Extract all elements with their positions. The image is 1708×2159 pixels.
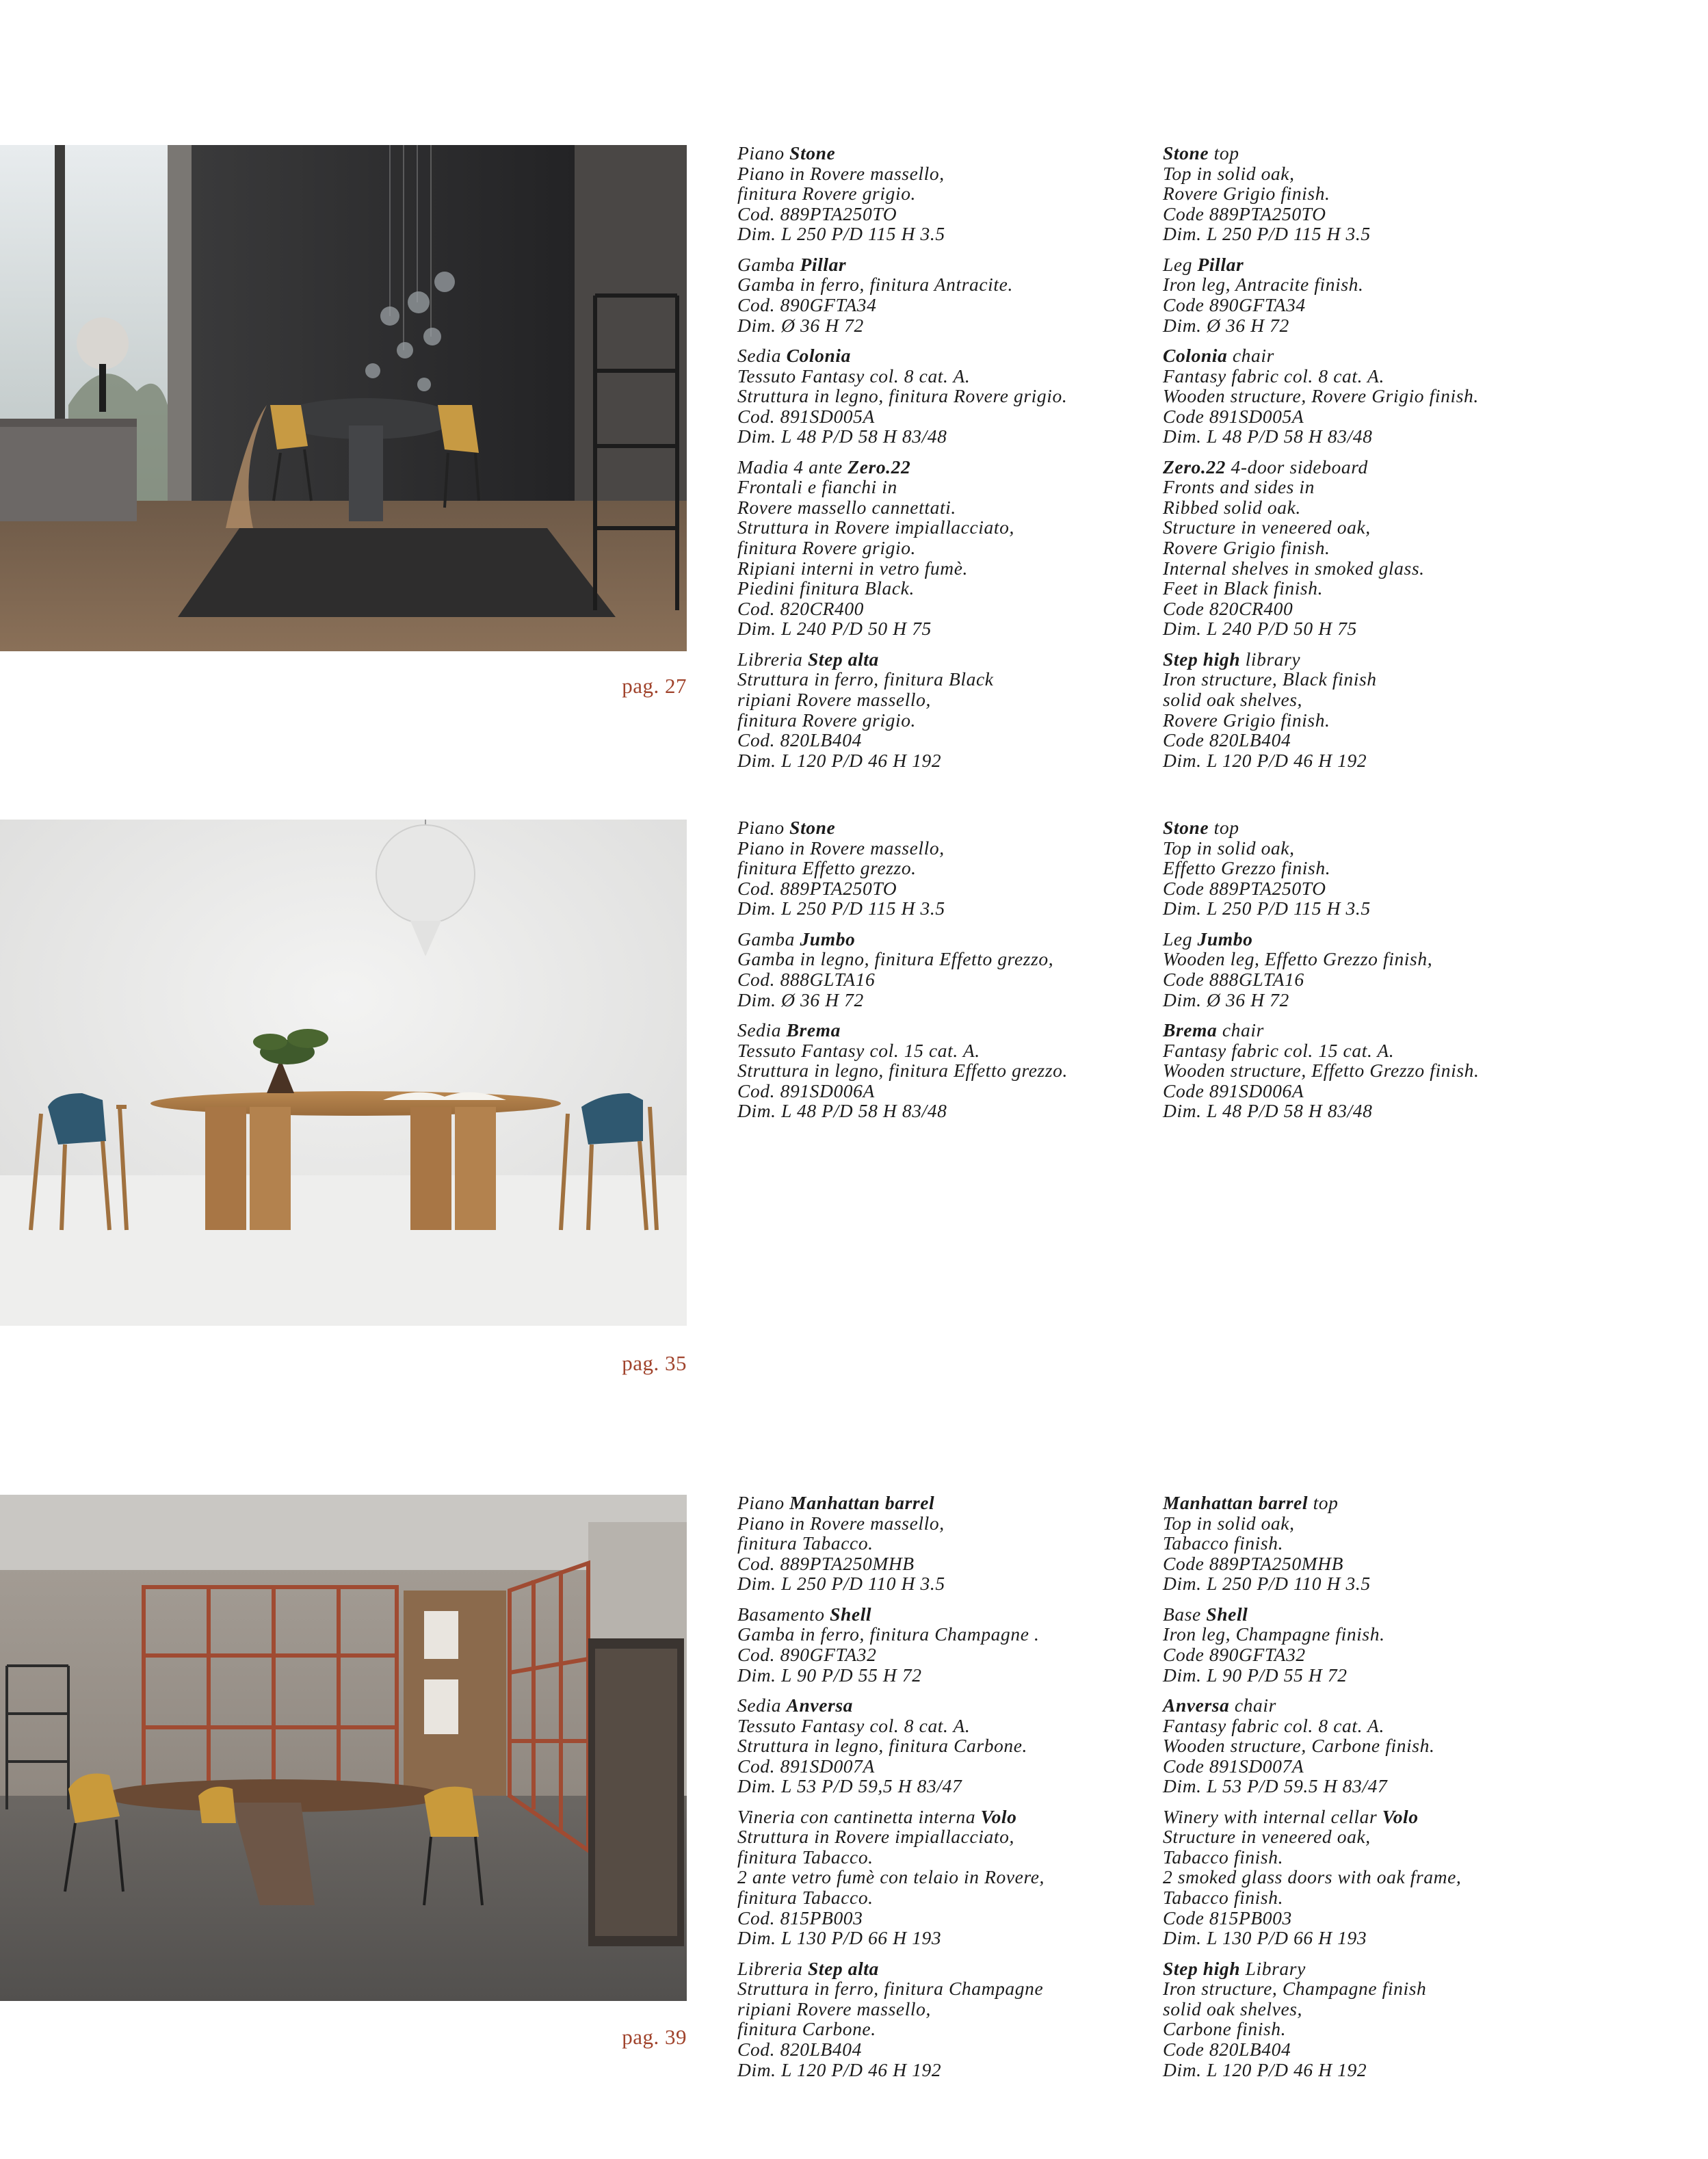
product-detail-line: Code 820LB404: [1163, 2039, 1291, 2060]
product-detail-line: Cod. 891SD006A: [737, 1080, 875, 1101]
page-reference: pag. 39: [622, 2025, 687, 2049]
product-type: Piano: [737, 817, 790, 838]
product-heading: [1163, 929, 1573, 950]
product-name: Colonia: [1163, 344, 1228, 366]
product-detail-line: solid oak shelves,: [1163, 1998, 1303, 2019]
italian-description-column: [737, 817, 1148, 1131]
product-heading: [1163, 457, 1573, 477]
product-type: Leg: [1163, 253, 1198, 275]
product-detail-line: Internal shelves in smoked glass.: [1163, 557, 1425, 579]
product-detail-line: finitura Effetto grezzo.: [737, 857, 917, 879]
product-detail-line: Cod. 889PTA250TO: [737, 202, 897, 224]
product-heading: [1163, 1020, 1573, 1041]
product-detail-line: Gamba in ferro, finitura Champagne .: [737, 1623, 1040, 1645]
product-name: Zero.22: [1163, 456, 1226, 477]
product-detail-line: Piano in Rovere massello,: [737, 1512, 945, 1534]
product-detail-line: Fantasy fabric col. 8 cat. A.: [1163, 1714, 1384, 1736]
product-detail-line: Dim. Ø 36 H 72: [737, 314, 864, 336]
product-type: Sedia: [737, 1694, 787, 1716]
product-type: chair: [1227, 344, 1274, 366]
product-type: library: [1240, 648, 1301, 670]
product-detail-line: Piano in Rovere massello,: [737, 162, 945, 184]
product-detail-line: Top in solid oak,: [1163, 837, 1295, 859]
product-detail-line: Code 888GLTA16: [1163, 968, 1304, 990]
product-detail-line: Effetto Grezzo finish.: [1163, 857, 1331, 879]
product-detail-line: finitura Tabacco.: [737, 1846, 873, 1868]
product-name: Stone: [789, 817, 836, 838]
product-detail-line: Dim. Ø 36 H 72: [1163, 314, 1289, 336]
product-detail-line: Tabacco finish.: [1163, 1532, 1284, 1554]
product-detail-line: Code 889PTA250TO: [1163, 202, 1326, 224]
product-heading: [1163, 1959, 1573, 1979]
product-name: Manhattan barrel: [1163, 1492, 1309, 1513]
product-type: top: [1308, 1492, 1339, 1513]
product-detail-line: Dim. L 48 P/D 58 H 83/48: [737, 1100, 947, 1122]
product-heading: [1163, 1807, 1573, 1827]
product-heading: [1163, 143, 1573, 163]
product-detail-line: Frontali e fianchi in: [737, 476, 897, 498]
product-detail-line: Iron leg, Antracite finish.: [1163, 274, 1364, 296]
english-description-column: [1163, 143, 1573, 781]
product-entry: [1163, 649, 1573, 771]
product-name: Step alta: [807, 648, 879, 670]
product-name: Anversa: [1163, 1694, 1230, 1716]
product-type: Winery with internal cellar: [1163, 1805, 1382, 1827]
product-entry: [1163, 1020, 1573, 1121]
product-detail-line: Structure in veneered oak,: [1163, 1826, 1371, 1848]
product-type: Gamba: [737, 928, 800, 950]
product-detail-line: Cod. 820LB404: [737, 729, 862, 751]
product-entry: [737, 649, 1148, 771]
product-type: Sedia: [737, 344, 787, 366]
product-name: Pillar: [800, 253, 847, 275]
product-detail-line: Struttura in legno, finitura Rovere grigio.: [737, 385, 1068, 407]
product-detail-line: finitura Tabacco.: [737, 1532, 873, 1554]
product-heading: [1163, 817, 1573, 838]
product-entry: [737, 929, 1148, 1010]
product-detail-line: Fantasy fabric col. 15 cat. A.: [1163, 1039, 1395, 1061]
product-detail-line: Dim. L 90 P/D 55 H 72: [737, 1664, 922, 1686]
product-type: top: [1209, 817, 1239, 838]
product-detail-line: Iron leg, Champagne finish.: [1163, 1623, 1385, 1645]
product-heading: [737, 143, 1148, 163]
product-heading: [1163, 345, 1573, 366]
product-detail-line: Carbone finish.: [1163, 2018, 1287, 2040]
product-detail-line: 2 smoked glass doors with oak frame,: [1163, 1866, 1462, 1888]
product-detail-line: Top in solid oak,: [1163, 162, 1295, 184]
product-detail-line: Cod. 891SD005A: [737, 405, 875, 427]
product-heading: [1163, 1695, 1573, 1716]
page-reference: pag. 27: [622, 674, 687, 698]
product-detail-line: Structure in veneered oak,: [1163, 516, 1371, 538]
product-heading: [737, 1695, 1148, 1716]
product-heading: [737, 1959, 1148, 1979]
product-detail-line: Rovere massello cannettati.: [737, 496, 956, 518]
product-entry: [1163, 929, 1573, 1010]
product-heading: [1163, 649, 1573, 670]
product-name: Step alta: [807, 1957, 879, 1979]
product-entry: [737, 1695, 1148, 1796]
product-detail-line: Code 891SD006A: [1163, 1080, 1304, 1101]
product-heading: [737, 1020, 1148, 1041]
product-entry: [737, 457, 1148, 639]
product-detail-line: finitura Rovere grigio.: [737, 537, 917, 559]
product-detail-line: Dim. Ø 36 H 72: [1163, 989, 1289, 1010]
product-detail-line: Feet in Black finish.: [1163, 577, 1324, 599]
product-detail-line: Cod. 815PB003: [737, 1907, 863, 1928]
product-detail-line: Code 890GFTA34: [1163, 293, 1306, 315]
italian-description-column: [737, 143, 1148, 781]
product-type: chair: [1229, 1694, 1276, 1716]
product-detail-line: Piano in Rovere massello,: [737, 837, 945, 859]
product-detail-line: Cod. 889PTA250TO: [737, 877, 897, 899]
product-type: Library: [1240, 1957, 1306, 1979]
product-detail-line: Rovere Grigio finish.: [1163, 183, 1330, 205]
product-detail-line: finitura Carbone.: [737, 2018, 876, 2040]
product-detail-line: Dim. L 250 P/D 115 H 3.5: [1163, 898, 1371, 919]
product-entry: [1163, 457, 1573, 639]
product-entry: [1163, 1959, 1573, 2080]
product-detail-line: solid oak shelves,: [1163, 689, 1303, 711]
product-detail-line: Rovere Grigio finish.: [1163, 709, 1330, 731]
product-name: Stone: [789, 142, 836, 163]
product-type: 4-door sideboard: [1226, 456, 1368, 477]
product-entry: [737, 1807, 1148, 1948]
product-detail-line: Iron structure, Black finish: [1163, 668, 1377, 690]
product-detail-line: Tessuto Fantasy col. 8 cat. A.: [737, 1714, 971, 1736]
product-entry: [737, 1493, 1148, 1594]
product-type: Piano: [737, 142, 790, 163]
product-detail-line: Cod. 820CR400: [737, 597, 865, 619]
product-name: Manhattan barrel: [789, 1492, 935, 1513]
product-detail-line: Dim. L 48 P/D 58 H 83/48: [1163, 426, 1373, 447]
product-detail-line: Dim. L 48 P/D 58 H 83/48: [737, 426, 947, 447]
product-entry: [737, 817, 1148, 919]
product-name: Pillar: [1197, 253, 1244, 275]
product-entry: [737, 345, 1148, 447]
product-detail-line: Cod. 889PTA250MHB: [737, 1552, 915, 1574]
product-detail-line: Dim. L 250 P/D 115 H 3.5: [737, 898, 945, 919]
product-detail-line: Tessuto Fantasy col. 15 cat. A.: [737, 1039, 980, 1061]
product-heading: [1163, 1604, 1573, 1625]
product-detail-line: Dim. L 120 P/D 46 H 192: [737, 2058, 942, 2080]
product-entry: [1163, 1695, 1573, 1796]
product-detail-line: Iron structure, Champagne finish: [1163, 1978, 1427, 2000]
product-detail-line: Dim. L 250 P/D 115 H 3.5: [1163, 223, 1371, 245]
product-entry: [737, 143, 1148, 244]
product-detail-line: Dim. L 90 P/D 55 H 72: [1163, 1664, 1348, 1686]
product-detail-line: Dim. L 250 P/D 115 H 3.5: [737, 223, 945, 245]
product-detail-line: finitura Rovere grigio.: [737, 709, 917, 731]
product-detail-line: Struttura in ferro, finitura Champagne: [737, 1978, 1044, 2000]
product-detail-line: Cod. 891SD007A: [737, 1755, 875, 1777]
product-detail-line: Cod. 820LB404: [737, 2039, 862, 2060]
product-entry: [1163, 1604, 1573, 1685]
white-room-oak-table-photo: [0, 820, 687, 1326]
product-detail-line: Ribbed solid oak.: [1163, 496, 1301, 518]
product-detail-line: Wooden leg, Effetto Grezzo finish,: [1163, 948, 1433, 970]
product-entry: [737, 1604, 1148, 1685]
product-detail-line: Code 890GFTA32: [1163, 1643, 1306, 1665]
product-type: top: [1209, 142, 1239, 163]
product-name: Colonia: [786, 344, 851, 366]
product-entry: [1163, 254, 1573, 335]
product-detail-line: finitura Rovere grigio.: [737, 183, 917, 205]
product-detail-line: Piedini finitura Black.: [737, 577, 915, 599]
product-detail-line: Cod. 890GFTA32: [737, 1643, 877, 1665]
product-detail-line: Dim. L 120 P/D 46 H 192: [737, 749, 942, 771]
product-detail-line: Tabacco finish.: [1163, 1887, 1284, 1909]
product-detail-line: Dim. L 120 P/D 46 H 192: [1163, 2058, 1367, 2080]
product-detail-line: Gamba in ferro, finitura Antracite.: [737, 274, 1013, 296]
product-name: Stone: [1163, 142, 1209, 163]
product-name: Stone: [1163, 817, 1209, 838]
product-type: Gamba: [737, 253, 800, 275]
product-heading: [737, 457, 1148, 477]
living-room-stone-table-photo: [0, 145, 687, 651]
product-detail-line: ripiani Rovere massello,: [737, 689, 931, 711]
product-type: Libreria: [737, 648, 808, 670]
product-detail-line: Code 889PTA250TO: [1163, 877, 1326, 899]
italian-description-column: [737, 1493, 1148, 2090]
product-type: Vineria con cantinetta interna: [737, 1805, 981, 1827]
product-entry: [1163, 345, 1573, 447]
product-name: Volo: [1382, 1805, 1419, 1827]
product-detail-line: Code 815PB003: [1163, 1907, 1292, 1928]
product-heading: [737, 649, 1148, 670]
product-heading: [737, 254, 1148, 275]
product-name: Step high: [1163, 1957, 1241, 1979]
product-entry: [1163, 817, 1573, 919]
product-name: Brema: [786, 1019, 841, 1041]
product-detail-line: Gamba in legno, finitura Effetto grezzo,: [737, 948, 1054, 970]
product-type: chair: [1217, 1019, 1264, 1041]
product-detail-line: Dim. L 240 P/D 50 H 75: [1163, 618, 1357, 640]
product-heading: [737, 817, 1148, 838]
product-type: Sedia: [737, 1019, 787, 1041]
product-detail-line: Dim. L 53 P/D 59,5 H 83/47: [737, 1775, 962, 1797]
product-detail-line: finitura Tabacco.: [737, 1887, 873, 1909]
product-detail-line: Top in solid oak,: [1163, 1512, 1295, 1534]
product-detail-line: Dim. L 53 P/D 59.5 H 83/47: [1163, 1775, 1388, 1797]
product-name: Shell: [1206, 1603, 1248, 1625]
loft-manhattan-table-photo: [0, 1495, 687, 2001]
product-detail-line: Code 891SD005A: [1163, 405, 1304, 427]
product-detail-line: Struttura in Rovere impiallacciato,: [737, 1826, 1014, 1848]
product-entry: [737, 1959, 1148, 2080]
product-detail-line: Struttura in Rovere impiallacciato,: [737, 516, 1014, 538]
product-detail-line: Cod. 888GLTA16: [737, 968, 876, 990]
product-detail-line: Ripiani interni in vetro fumè.: [737, 557, 969, 579]
product-detail-line: Tessuto Fantasy col. 8 cat. A.: [737, 365, 971, 387]
product-detail-line: Dim. L 240 P/D 50 H 75: [737, 618, 932, 640]
page-reference: pag. 35: [622, 1351, 687, 1375]
product-detail-line: Wooden structure, Effetto Grezzo finish.: [1163, 1060, 1480, 1082]
product-heading: [737, 929, 1148, 950]
product-name: Volo: [980, 1805, 1017, 1827]
product-name: Step high: [1163, 648, 1241, 670]
product-detail-line: Code 820LB404: [1163, 729, 1291, 751]
product-heading: [1163, 254, 1573, 275]
product-detail-line: Tabacco finish.: [1163, 1846, 1284, 1868]
product-detail-line: Code 820CR400: [1163, 597, 1293, 619]
product-detail-line: Dim. L 250 P/D 110 H 3.5: [737, 1573, 945, 1595]
product-entry: [1163, 143, 1573, 244]
product-name: Zero.22: [848, 456, 911, 477]
product-detail-line: Dim. L 120 P/D 46 H 192: [1163, 749, 1367, 771]
product-detail-line: Struttura in legno, finitura Effetto grezzo.: [737, 1060, 1068, 1082]
product-detail-line: ripiani Rovere massello,: [737, 1998, 931, 2019]
product-heading: [737, 1807, 1148, 1827]
product-detail-line: Dim. L 250 P/D 110 H 3.5: [1163, 1573, 1371, 1595]
product-detail-line: 2 ante vetro fumè con telaio in Rovere,: [737, 1866, 1045, 1888]
english-description-column: [1163, 817, 1573, 1131]
product-detail-line: Dim. L 48 P/D 58 H 83/48: [1163, 1100, 1373, 1122]
product-detail-line: Struttura in ferro, finitura Black: [737, 668, 994, 690]
product-detail-line: Cod. 890GFTA34: [737, 293, 877, 315]
product-detail-line: Fantasy fabric col. 8 cat. A.: [1163, 365, 1384, 387]
product-name: Jumbo: [800, 928, 856, 950]
english-description-column: [1163, 1493, 1573, 2090]
product-type: Leg: [1163, 928, 1198, 950]
product-heading: [737, 1604, 1148, 1625]
product-detail-line: Wooden structure, Rovere Grigio finish.: [1163, 385, 1479, 407]
product-heading: [1163, 1493, 1573, 1513]
product-detail-line: Dim. Ø 36 H 72: [737, 989, 864, 1010]
product-detail-line: Code 891SD007A: [1163, 1755, 1304, 1777]
product-name: Brema: [1163, 1019, 1218, 1041]
product-type: Basamento: [737, 1603, 830, 1625]
product-detail-line: Rovere Grigio finish.: [1163, 537, 1330, 559]
product-type: Libreria: [737, 1957, 808, 1979]
product-heading: [737, 345, 1148, 366]
product-name: Shell: [830, 1603, 872, 1625]
product-detail-line: Struttura in legno, finitura Carbone.: [737, 1735, 1028, 1757]
product-detail-line: Dim. L 130 P/D 66 H 193: [737, 1927, 942, 1949]
product-detail-line: Wooden structure, Carbone finish.: [1163, 1735, 1435, 1757]
product-heading: [737, 1493, 1148, 1513]
product-entry: [1163, 1807, 1573, 1948]
product-type: Base: [1163, 1603, 1207, 1625]
product-type: Piano: [737, 1492, 790, 1513]
product-type: Madia 4 ante: [737, 456, 848, 477]
product-entry: [737, 254, 1148, 335]
product-detail-line: Fronts and sides in: [1163, 476, 1315, 498]
product-detail-line: Dim. L 130 P/D 66 H 193: [1163, 1927, 1367, 1949]
product-entry: [1163, 1493, 1573, 1594]
product-name: Jumbo: [1197, 928, 1253, 950]
product-name: Anversa: [786, 1694, 853, 1716]
product-entry: [737, 1020, 1148, 1121]
product-detail-line: Code 889PTA250MHB: [1163, 1552, 1344, 1574]
